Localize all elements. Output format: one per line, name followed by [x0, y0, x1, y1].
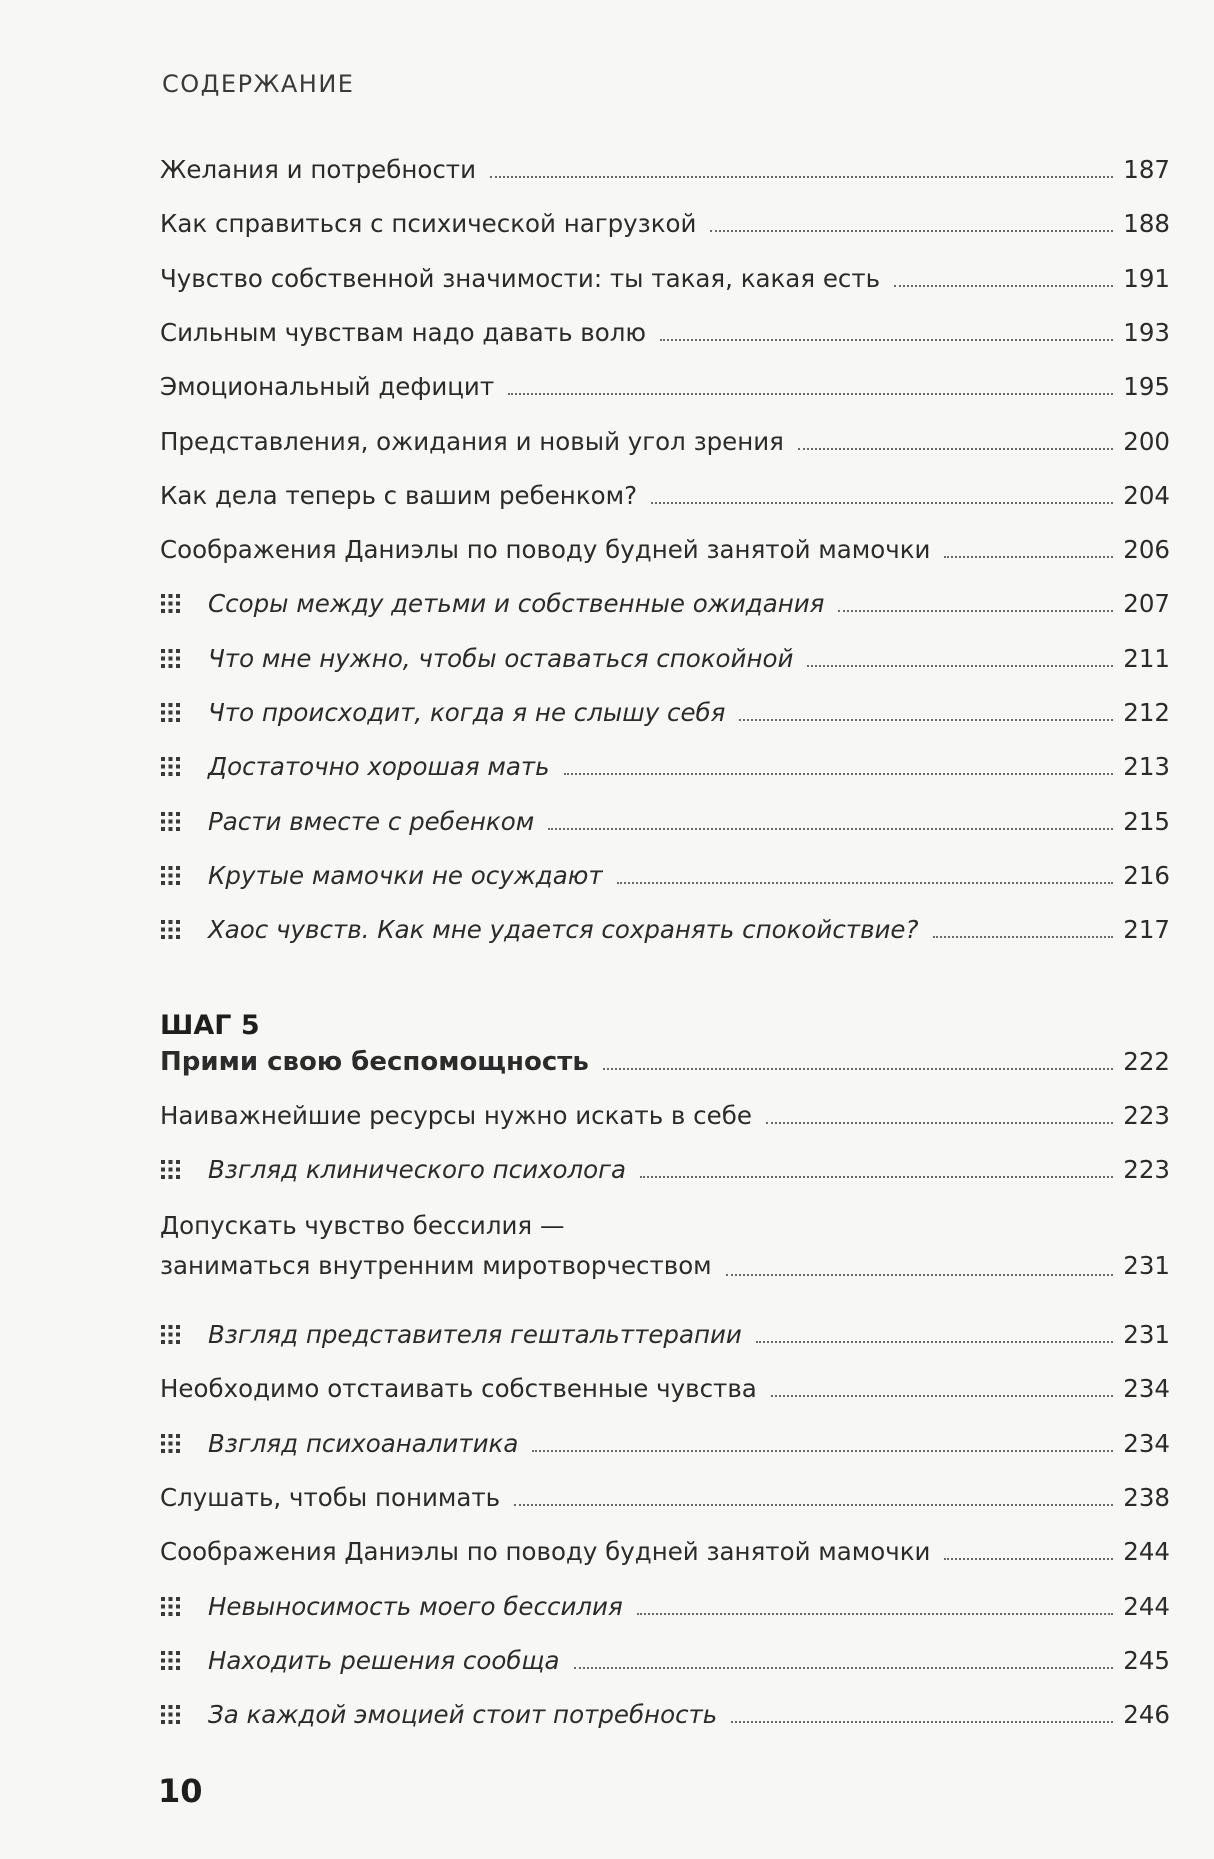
toc-page-number: 195 — [1123, 372, 1170, 402]
dot-grid-icon — [160, 751, 208, 783]
toc-page-number: 244 — [1123, 1591, 1170, 1621]
dot-leader — [807, 665, 1113, 667]
toc-page-number: 245 — [1123, 1645, 1170, 1675]
toc-subentry — [160, 1637, 1170, 1677]
dot-leader — [731, 1721, 1113, 1723]
toc-subentry — [160, 689, 1170, 729]
toc-entry-title: Расти вместе с ребенком — [208, 806, 535, 836]
dot-leader — [771, 1395, 1113, 1397]
toc-subentry — [160, 1146, 1170, 1186]
dot-grid-icon — [160, 1591, 208, 1623]
toc-entry — [160, 1528, 1170, 1568]
toc-entry — [160, 472, 1170, 512]
toc-page-number: 222 — [1123, 1047, 1170, 1076]
toc-subentry — [160, 906, 1170, 946]
dot-leader — [640, 1176, 1113, 1178]
dot-leader — [637, 1613, 1114, 1615]
toc-entry-title: Необходимо отстаивать собственные чувства — [160, 1374, 757, 1404]
toc-entry-title: Эмоциональный дефицит — [160, 372, 495, 402]
toc-entry-title: Наиважнейшие ресурсы нужно искать в себе — [160, 1101, 752, 1130]
dot-grid-icon — [160, 697, 208, 729]
toc-entry — [160, 526, 1170, 566]
toc-entry-title: Соображения Даниэлы по поводу будней занятой мамочки — [160, 1537, 931, 1567]
dot-grid-icon — [160, 643, 208, 675]
toc-entry-title: Взгляд представителя гештальттерапии — [208, 1320, 742, 1349]
toc-entry — [160, 309, 1170, 349]
toc-page-number: 238 — [1123, 1482, 1170, 1512]
toc-page-number: 193 — [1123, 317, 1170, 347]
toc-page-number: 200 — [1123, 426, 1170, 456]
dot-leader — [726, 1274, 1114, 1276]
dot-grid-icon — [160, 860, 208, 892]
step-number: ШАГ 5 — [160, 1010, 260, 1041]
toc-page-number: 223 — [1123, 1155, 1170, 1185]
toc-subentry — [160, 798, 1170, 838]
toc-entry-title: Достаточно хорошая мать — [208, 752, 550, 782]
toc-subentry — [160, 1583, 1170, 1623]
toc-entry-title: Крутые мамочки не осуждают — [208, 860, 603, 890]
toc-entry-title: Представления, ожидания и новый угол зрения — [160, 426, 784, 456]
toc-page-number: 215 — [1123, 806, 1170, 836]
toc-entry-title: Ссоры между детьми и собственные ожидания — [208, 589, 825, 619]
toc-page-number: 246 — [1123, 1700, 1170, 1730]
dot-leader — [710, 230, 1113, 232]
dot-leader — [532, 1450, 1113, 1452]
toc-entry-multiline — [160, 1206, 1170, 1286]
toc-entry — [160, 1365, 1170, 1405]
toc-entry-title: Слушать, чтобы понимать — [160, 1482, 501, 1512]
dot-leader — [564, 773, 1114, 775]
toc-subentry — [160, 852, 1170, 892]
dot-grid-icon — [160, 806, 208, 838]
running-header: СОДЕРЖАНИЕ — [162, 70, 355, 98]
dot-leader — [514, 1504, 1113, 1506]
toc-entry-title: За каждой эмоцией стоит потребность — [208, 1700, 718, 1730]
dot-leader — [574, 1667, 1114, 1669]
step-title-entry — [160, 1038, 1170, 1078]
toc-page-number: 187 — [1123, 155, 1170, 184]
toc-page-number: 231 — [1123, 1320, 1170, 1349]
dot-leader — [933, 936, 1114, 938]
toc-entry-title: Находить решения сообща — [208, 1645, 560, 1675]
toc-subentry — [160, 1420, 1170, 1460]
toc-page-number: 188 — [1123, 209, 1170, 239]
toc-entry — [160, 146, 1170, 186]
toc-entry-title: Что мне нужно, чтобы оставаться спокойной — [208, 643, 794, 673]
toc-entry — [160, 363, 1170, 403]
toc-page-number: 206 — [1123, 535, 1170, 565]
dot-leader — [651, 502, 1113, 504]
toc-subentry — [160, 1691, 1170, 1731]
toc-subentry — [160, 1311, 1170, 1351]
toc-page-number: 211 — [1123, 643, 1170, 673]
dot-leader — [894, 285, 1113, 287]
dot-grid-icon — [160, 588, 208, 620]
toc-entry-title: Желания и потребности — [160, 155, 476, 184]
toc-entry-title: Невыносимость моего бессилия — [208, 1591, 623, 1621]
dot-leader — [766, 1122, 1113, 1124]
dot-leader — [603, 1068, 1113, 1070]
toc-page-number: 213 — [1123, 752, 1170, 782]
dot-leader — [739, 719, 1113, 721]
toc-entry-title-line2: заниматься внутренним миротворчеством — [160, 1251, 712, 1280]
toc-entry — [160, 1092, 1170, 1132]
toc-entry — [160, 418, 1170, 458]
toc-entry-title: Взгляд психоаналитика — [208, 1428, 519, 1458]
dot-grid-icon — [160, 1154, 208, 1186]
dot-leader — [944, 1558, 1113, 1560]
toc-page-number: 234 — [1123, 1428, 1170, 1458]
toc-entry — [160, 255, 1170, 295]
toc-page-number: 234 — [1123, 1374, 1170, 1404]
dot-grid-icon — [160, 914, 208, 946]
toc-page-number: 207 — [1123, 589, 1170, 619]
toc-entry-title: Прими свою беспомощность — [160, 1047, 589, 1077]
toc-entry-title: Соображения Даниэлы по поводу будней занятой мамочки — [160, 535, 931, 565]
toc-page-number: 217 — [1123, 915, 1170, 945]
toc-page-number: 223 — [1123, 1101, 1170, 1130]
dot-leader — [508, 393, 1113, 395]
dot-leader — [756, 1341, 1113, 1343]
dot-grid-icon — [160, 1699, 208, 1731]
toc-entry-title: Как дела теперь с вашим ребенком? — [160, 480, 638, 510]
dot-grid-icon — [160, 1645, 208, 1677]
toc-page-number: 212 — [1123, 698, 1170, 727]
dot-leader — [838, 610, 1113, 612]
toc-page-number: 244 — [1123, 1537, 1170, 1567]
toc-entry-title: Хаос чувств. Как мне удается сохранять спокойствие? — [208, 915, 919, 945]
toc-subentry — [160, 580, 1170, 620]
toc-subentry — [160, 743, 1170, 783]
toc-entry-title: Как справиться с психической нагрузкой — [160, 209, 697, 239]
dot-leader — [490, 176, 1113, 178]
dot-leader — [798, 448, 1113, 450]
dot-leader — [944, 556, 1113, 558]
toc-entry-title: Сильным чувствам надо давать волю — [160, 317, 647, 347]
dot-leader — [548, 828, 1113, 830]
page-number: 10 — [158, 1772, 203, 1810]
toc-entry — [160, 1474, 1170, 1514]
toc-entry-title: Что происходит, когда я не слышу себя — [208, 698, 726, 727]
toc-page-number: 191 — [1123, 263, 1170, 293]
dot-leader — [660, 339, 1113, 341]
dot-grid-icon — [160, 1319, 208, 1351]
toc-page-number: 216 — [1123, 860, 1170, 890]
toc-entry-title: Взгляд клинического психолога — [208, 1155, 627, 1185]
toc-entry-title: Чувство собственной значимости: ты такая, какая есть — [160, 263, 881, 293]
toc-page-number: 204 — [1123, 480, 1170, 510]
dot-grid-icon — [160, 1428, 208, 1460]
toc-subentry — [160, 635, 1170, 675]
toc-entry — [160, 200, 1170, 240]
toc-page-number: 231 — [1123, 1251, 1170, 1280]
toc-entry-title-line1: Допускать чувство бессилия — — [160, 1211, 565, 1240]
dot-leader — [617, 882, 1114, 884]
